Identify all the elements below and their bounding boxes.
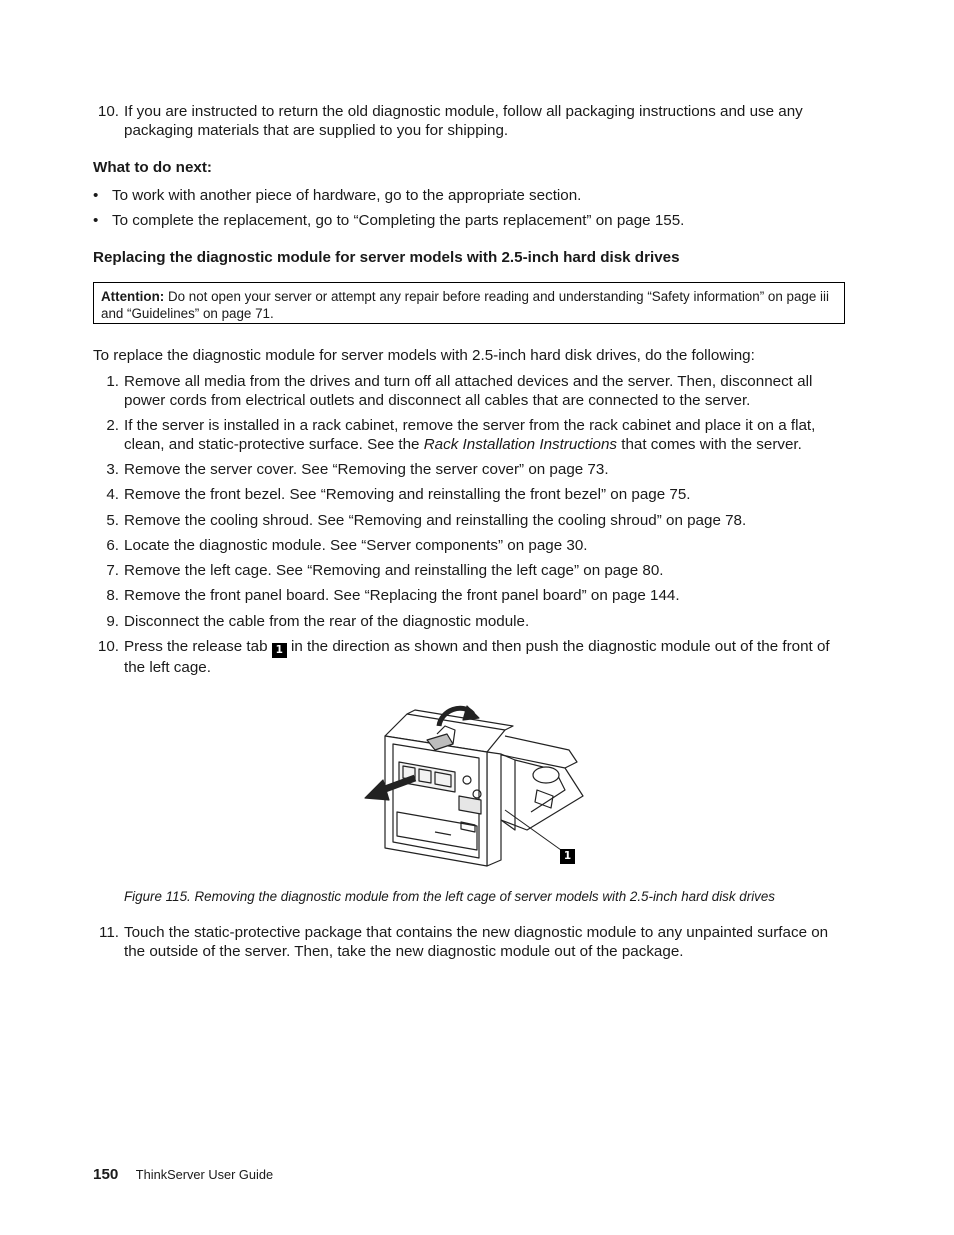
step-text-italic: Rack Installation Instructions [423,436,618,453]
figure-caption: Figure 115. Removing the diagnostic module from the left cage of server models with 2.5-inch hard disk drives [124,889,776,904]
next-heading: What to do next: [93,159,212,176]
list-item-text: To complete the replacement, go to “Completing the parts replacement” on page 155. [112,212,685,229]
step-item [93,612,853,631]
step-text: If you are instructed to return the old diagnostic module, follow all packaging instructions and use any packaging materials that are supplied to you for shipping. [124,103,803,139]
step-item [93,460,853,479]
step-number: 2. [106,417,119,434]
step-text-part: in the direction as shown and then push the diagnostic module out of the front of the left cage. [124,638,830,676]
step-text [124,637,853,677]
step-item [93,511,853,530]
step-number: 4. [106,486,119,503]
bullet-marker: • [93,212,99,229]
step-number: 10. [97,638,119,655]
step-item [93,536,853,555]
step-number: 1. [106,373,119,390]
step-number: 7. [106,562,119,579]
attention-box [93,282,845,324]
attention-label: Attention: [101,289,165,304]
attention-text: Do not open your server or attempt any repair before reading and understanding “Safety information” on page iii and “Guidelines” on page 71. [101,289,829,321]
step-text: Remove the left cage. See “Removing and reinstalling the left cage” on page 80. [124,562,664,579]
section-heading: Replacing the diagnostic module for server models with 2.5-inch hard disk drives [93,249,680,266]
step-text-part: If the server is installed in a rack cabinet, remove the server from the rack cabinet and place it on a flat, clean, and static-protective surface. See the [124,417,816,453]
callout-badge: 1 [272,643,287,658]
page-number: 150 [93,1166,119,1183]
step-text: Remove the front panel board. See “Replacing the front panel board” on page 144. [124,587,680,604]
step-number: 10. [97,103,119,120]
step-item [93,416,853,454]
step-number: 11. [99,924,119,941]
step-item [93,561,853,580]
step-text: Remove all media from the drives and turn off all attached devices and the server. Then, disconnect all power cords from electrical outlets and disconnect all cables that are connected to the server. [124,373,813,409]
step-text: Remove the front bezel. See “Removing and reinstalling the front bezel” on page 75. [124,486,691,503]
step-text: Locate the diagnostic module. See “Server components” on page 30. [124,537,588,554]
list-item [93,211,684,230]
step-text-part: that comes with the server. [617,436,802,453]
figure-illustration [355,700,585,870]
page-footer [93,1166,273,1184]
step-text-part: Press the release tab [124,638,272,655]
step-item [93,637,853,677]
step-number: 9. [106,613,119,630]
step-text: Touch the static-protective package that contains the new diagnostic module to any unpainted surface on the outside of the server. Then, take the new diagnostic module out of the package. [124,924,829,960]
step-number: 8. [106,587,119,604]
step-number: 5. [106,512,119,529]
step-item [93,923,853,961]
figure-callout-badge: 1 [560,849,575,864]
list-item [93,186,581,205]
step-item [93,586,853,605]
step-text: Remove the cooling shroud. See “Removing and reinstalling the cooling shroud” on page 78. [124,512,747,529]
step-text: Disconnect the cable from the rear of the diagnostic module. [124,613,530,630]
step-text [124,416,853,454]
step-item [93,372,853,410]
step-number: 3. [106,461,119,478]
bullet-marker: • [93,187,99,204]
list-item-text: To work with another piece of hardware, go to the appropriate section. [112,187,582,204]
intro-text: To replace the diagnostic module for server models with 2.5-inch hard disk drives, do the following: [93,347,755,364]
step-item [93,102,853,140]
step-text: Remove the server cover. See “Removing the server cover” on page 73. [124,461,609,478]
guide-title: ThinkServer User Guide [135,1167,274,1182]
step-item [93,485,853,504]
step-number: 6. [106,537,119,554]
